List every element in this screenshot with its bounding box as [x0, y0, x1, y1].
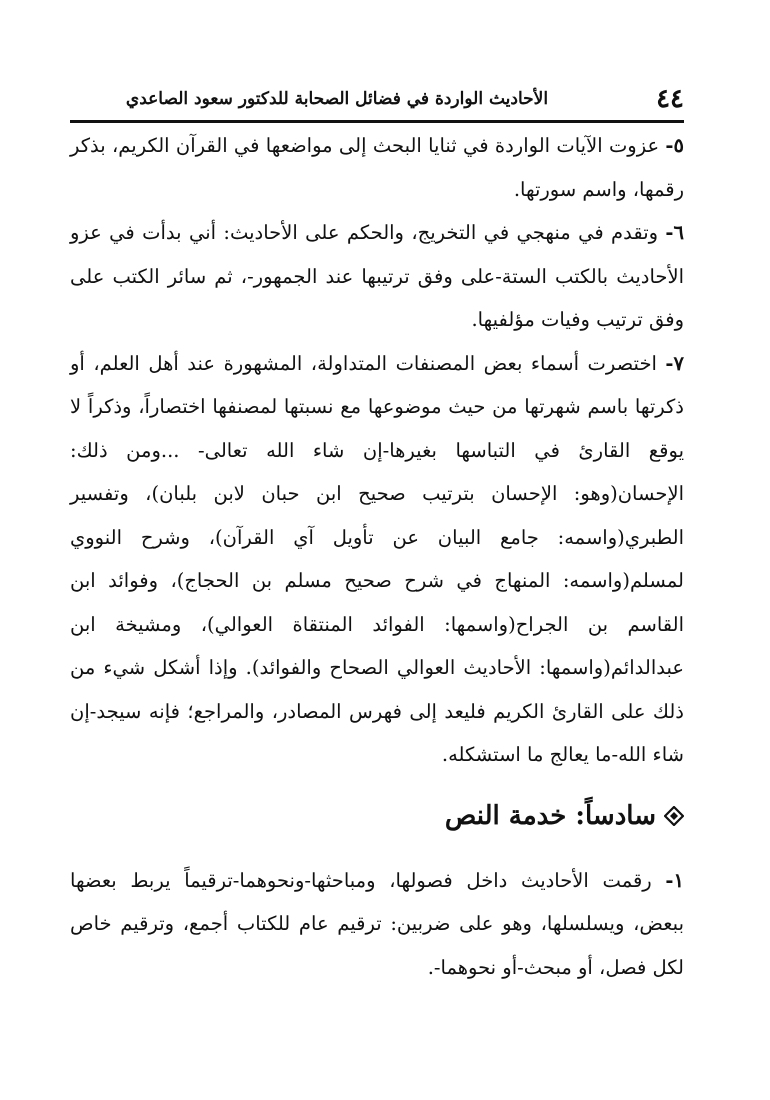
- paragraph-text: وتقدم في منهجي في التخريج، والحكم على الأحاديث: أني بدأت في عزو الأحاديث بالكتب الستة-على وفق ترتيبها عند الجمهور-، ثم سائر الكتب على وفق ترتيب وفيات مؤلفيها.: [70, 221, 684, 331]
- page-number: ٤٤: [656, 84, 684, 114]
- paragraph-item-6: [70, 211, 684, 342]
- paragraph-item-7: [70, 342, 684, 777]
- item-number: ١-: [665, 868, 684, 892]
- paragraph-text: اختصرت أسماء بعض المصنفات المتداولة، المشهورة عند أهل العلم، أو ذكرتها باسم شهرتها من حيث موضوعها مع نسبتها لمصنفها اختصاراً، وذكراً لا يوقع القارئ في التباسها بغيرها-إن شاء الله تعالى- ...ومن ذلك: الإحسان(وهو: الإحسان بترتيب صحيح ابن حبان لابن بلبان)، وتفسير الطبري(واسمه: جامع البيان عن تأويل آي القرآن)، وشرح النووي لمسلم(واسمه: المنهاج في شرح صحيح مسلم بن الحجاج)، وفوائد ابن القاسم بن الجراح(واسمها: الفوائد المنتقاة العوالي)، ومشيخة ابن عبدالدائم(واسمها: الأحاديث العوالي الصحاح والفوائد). وإذا أشكل شيء من ذلك على القارئ الكريم فليعد إلى فهرس المصادر، والمراجع؛ فإنه سيجد-إن شاء الله-ما يعالج ما استشكله.: [70, 351, 684, 766]
- paragraph-item-1: [70, 859, 684, 990]
- running-title: الأحاديث الواردة في فضائل الصحابة للدكتور سعود الصاعدي: [125, 89, 549, 109]
- page-header: [70, 82, 684, 118]
- paragraph-item-5: [70, 124, 684, 211]
- diamond-bullet-icon: [664, 806, 684, 826]
- item-number: ٦-: [665, 221, 684, 244]
- header-rule: [70, 120, 684, 123]
- section-heading-text: سادساً: خدمة النص: [444, 800, 656, 831]
- section-heading: [70, 791, 684, 841]
- item-number: ٥-: [665, 134, 684, 157]
- page-body: [70, 124, 684, 989]
- paragraph-text: عزوت الآيات الواردة في ثنايا البحث إلى مواضعها في القرآن الكريم، بذكر رقمها، واسم سورتها.: [70, 134, 684, 201]
- paragraph-text: رقمت الأحاديث داخل فصولها، ومباحثها-ونحوهما-ترقيماً يربط بعضها ببعض، ويسلسلها، وهو على ضربين: ترقيم عام للكتاب أجمع، وترقيم خاص لكل فصل، أو مبحث-أو نحوهما-.: [70, 868, 684, 979]
- item-number: ٧-: [665, 351, 684, 375]
